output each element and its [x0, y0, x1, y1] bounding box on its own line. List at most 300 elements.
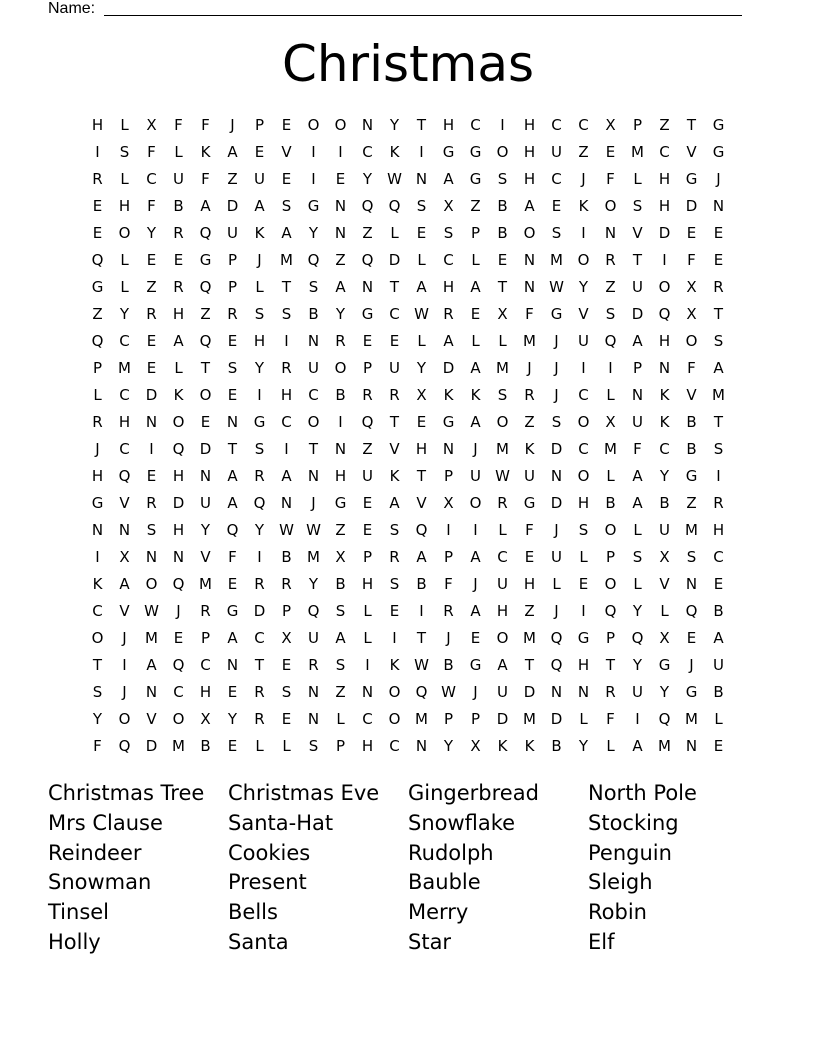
grid-cell[interactable]: N [631, 386, 644, 404]
grid-cell[interactable]: V [119, 494, 130, 512]
grid-cell[interactable]: D [145, 737, 158, 755]
grid-cell[interactable]: S [281, 305, 292, 323]
grid-cell[interactable]: S [308, 737, 319, 755]
grid-cell[interactable]: M [712, 386, 725, 404]
grid-cell[interactable]: E [173, 251, 184, 269]
grid-cell[interactable]: B [686, 413, 697, 431]
grid-cell[interactable]: Y [254, 521, 265, 539]
grid-cell[interactable]: O [145, 575, 158, 593]
grid-cell[interactable]: M [199, 575, 212, 593]
grid-cell[interactable]: E [686, 224, 697, 242]
grid-cell[interactable]: H [442, 116, 455, 134]
grid-cell[interactable]: S [497, 170, 508, 188]
grid-cell[interactable]: E [173, 629, 184, 647]
grid-cell[interactable]: A [470, 548, 481, 566]
grid-cell[interactable]: I [716, 467, 721, 485]
grid-cell[interactable]: R [389, 548, 400, 566]
grid-cell[interactable]: R [443, 602, 454, 620]
grid-cell[interactable]: E [281, 116, 292, 134]
grid-cell[interactable]: Q [415, 683, 428, 701]
grid-cell[interactable]: W [144, 602, 159, 620]
name-field[interactable] [48, 0, 742, 20]
grid-cell[interactable]: T [632, 251, 643, 269]
grid-cell[interactable]: X [605, 116, 616, 134]
grid-cell[interactable]: M [280, 251, 293, 269]
grid-cell[interactable]: E [605, 143, 616, 161]
grid-cell[interactable]: A [632, 494, 643, 512]
grid-cell[interactable]: I [257, 386, 262, 404]
grid-cell[interactable]: Q [172, 656, 185, 674]
grid-cell[interactable]: A [173, 332, 184, 350]
grid-cell[interactable]: U [632, 278, 643, 296]
grid-cell[interactable]: Q [91, 251, 104, 269]
grid-cell[interactable]: T [389, 278, 400, 296]
grid-cell[interactable]: Z [686, 494, 697, 512]
grid-cell[interactable]: L [363, 602, 372, 620]
grid-cell[interactable]: I [365, 656, 370, 674]
grid-cell[interactable]: O [388, 710, 401, 728]
grid-cell[interactable]: A [227, 143, 238, 161]
grid-cell[interactable]: M [631, 143, 644, 161]
grid-cell[interactable]: M [496, 440, 509, 458]
grid-cell[interactable]: O [604, 521, 617, 539]
grid-cell[interactable]: D [523, 683, 536, 701]
grid-cell[interactable]: E [281, 170, 292, 188]
grid-cell[interactable]: J [473, 575, 478, 593]
grid-cell[interactable]: R [173, 224, 184, 242]
grid-cell[interactable]: F [147, 197, 156, 215]
grid-cell[interactable]: O [577, 413, 590, 431]
grid-cell[interactable]: Q [118, 737, 131, 755]
grid-cell[interactable]: C [254, 629, 265, 647]
grid-cell[interactable]: C [659, 143, 670, 161]
grid-cell[interactable]: X [686, 278, 697, 296]
grid-cell[interactable]: Z [227, 170, 238, 188]
grid-cell[interactable]: H [91, 116, 104, 134]
grid-cell[interactable]: A [227, 494, 238, 512]
grid-cell[interactable]: G [442, 413, 455, 431]
grid-cell[interactable]: O [307, 116, 320, 134]
grid-cell[interactable]: F [174, 116, 183, 134]
grid-cell[interactable]: Q [361, 413, 374, 431]
grid-cell[interactable]: V [578, 305, 589, 323]
grid-cell[interactable]: A [119, 575, 130, 593]
grid-cell[interactable]: K [659, 413, 670, 431]
grid-cell[interactable]: N [712, 197, 725, 215]
grid-cell[interactable]: N [550, 683, 563, 701]
grid-cell[interactable]: Q [307, 602, 320, 620]
grid-cell[interactable]: P [605, 548, 616, 566]
grid-cell[interactable]: N [685, 737, 698, 755]
grid-cell[interactable]: C [119, 332, 130, 350]
grid-cell[interactable]: E [713, 251, 724, 269]
grid-cell[interactable]: U [470, 467, 481, 485]
grid-cell[interactable]: I [662, 251, 667, 269]
grid-cell[interactable]: W [387, 170, 402, 188]
grid-cell[interactable]: E [227, 575, 238, 593]
grid-cell[interactable]: B [308, 305, 319, 323]
grid-cell[interactable]: U [524, 467, 535, 485]
grid-cell[interactable]: O [685, 332, 698, 350]
grid-cell[interactable]: H [496, 602, 509, 620]
grid-cell[interactable]: S [416, 197, 427, 215]
grid-cell[interactable]: G [685, 467, 698, 485]
grid-cell[interactable]: F [606, 170, 615, 188]
grid-cell[interactable]: N [145, 413, 158, 431]
grid-cell[interactable]: U [551, 143, 562, 161]
grid-cell[interactable]: E [497, 251, 508, 269]
grid-cell[interactable]: A [227, 467, 238, 485]
grid-cell[interactable]: E [227, 332, 238, 350]
grid-cell[interactable]: A [524, 197, 535, 215]
grid-cell[interactable]: H [172, 521, 185, 539]
grid-cell[interactable]: N [415, 737, 428, 755]
grid-cell[interactable]: I [473, 521, 478, 539]
grid-cell[interactable]: N [145, 548, 158, 566]
grid-cell[interactable]: Q [307, 251, 320, 269]
grid-cell[interactable]: H [577, 656, 590, 674]
grid-cell[interactable]: S [713, 332, 724, 350]
grid-cell[interactable]: A [632, 467, 643, 485]
grid-cell[interactable]: J [689, 656, 694, 674]
grid-cell[interactable]: I [338, 143, 343, 161]
grid-cell[interactable]: R [308, 656, 319, 674]
grid-cell[interactable]: P [92, 359, 103, 377]
grid-cell[interactable]: R [146, 494, 157, 512]
grid-cell[interactable]: L [714, 710, 723, 728]
grid-cell[interactable]: N [145, 683, 158, 701]
grid-cell[interactable]: Z [605, 278, 616, 296]
grid-cell[interactable]: T [254, 656, 265, 674]
grid-cell[interactable]: N [361, 683, 374, 701]
grid-cell[interactable]: B [713, 602, 724, 620]
grid-cell[interactable]: E [146, 359, 157, 377]
grid-cell[interactable]: T [497, 278, 508, 296]
grid-cell[interactable]: G [712, 116, 725, 134]
grid-cell[interactable]: N [199, 467, 212, 485]
grid-cell[interactable]: G [577, 629, 590, 647]
grid-cell[interactable]: J [230, 116, 235, 134]
grid-cell[interactable]: I [419, 143, 424, 161]
grid-cell[interactable]: P [605, 629, 616, 647]
grid-cell[interactable]: R [227, 305, 238, 323]
grid-cell[interactable]: A [632, 332, 643, 350]
grid-cell[interactable]: P [632, 359, 643, 377]
grid-cell[interactable]: E [146, 332, 157, 350]
grid-cell[interactable]: P [632, 116, 643, 134]
grid-cell[interactable]: O [172, 710, 185, 728]
grid-cell[interactable]: E [254, 143, 265, 161]
grid-cell[interactable]: F [444, 575, 453, 593]
grid-cell[interactable]: M [523, 710, 536, 728]
grid-cell[interactable]: Y [362, 170, 373, 188]
grid-cell[interactable]: Z [335, 683, 346, 701]
grid-cell[interactable]: N [604, 224, 617, 242]
grid-cell[interactable]: G [550, 305, 563, 323]
grid-cell[interactable]: R [443, 305, 454, 323]
grid-cell[interactable]: J [446, 629, 451, 647]
grid-cell[interactable]: N [523, 278, 536, 296]
grid-cell[interactable]: T [200, 359, 211, 377]
grid-cell[interactable]: N [280, 494, 293, 512]
grid-cell[interactable]: P [470, 710, 481, 728]
grid-cell[interactable]: K [389, 143, 400, 161]
grid-cell[interactable]: R [605, 251, 616, 269]
grid-cell[interactable]: A [146, 656, 157, 674]
grid-cell[interactable]: M [658, 737, 671, 755]
grid-cell[interactable]: T [605, 656, 616, 674]
grid-cell[interactable]: R [281, 359, 292, 377]
grid-cell[interactable]: L [471, 332, 480, 350]
grid-cell[interactable]: G [253, 413, 266, 431]
grid-cell[interactable]: I [608, 359, 613, 377]
grid-cell[interactable]: R [254, 575, 265, 593]
grid-cell[interactable]: Z [92, 305, 103, 323]
grid-cell[interactable]: S [551, 224, 562, 242]
grid-cell[interactable]: R [335, 332, 346, 350]
grid-cell[interactable]: E [416, 224, 427, 242]
grid-cell[interactable]: M [172, 737, 185, 755]
grid-cell[interactable]: Z [200, 305, 211, 323]
grid-cell[interactable]: D [496, 710, 509, 728]
grid-cell[interactable]: N [442, 440, 455, 458]
grid-cell[interactable]: I [419, 602, 424, 620]
grid-cell[interactable]: L [606, 386, 615, 404]
grid-cell[interactable]: T [416, 116, 427, 134]
grid-cell[interactable]: L [471, 251, 480, 269]
grid-cell[interactable]: R [254, 710, 265, 728]
grid-cell[interactable]: R [281, 575, 292, 593]
grid-cell[interactable]: J [554, 602, 559, 620]
grid-cell[interactable]: K [443, 386, 454, 404]
grid-cell[interactable]: H [523, 116, 536, 134]
grid-cell[interactable]: G [307, 197, 320, 215]
grid-cell[interactable]: S [254, 440, 265, 458]
grid-cell[interactable]: O [496, 413, 509, 431]
grid-cell[interactable]: F [687, 251, 696, 269]
grid-cell[interactable]: L [633, 521, 642, 539]
grid-cell[interactable]: G [361, 305, 374, 323]
grid-cell[interactable]: I [581, 602, 586, 620]
grid-cell[interactable]: X [470, 737, 481, 755]
grid-cell[interactable]: G [469, 656, 482, 674]
grid-cell[interactable]: H [172, 467, 185, 485]
grid-cell[interactable]: B [686, 440, 697, 458]
grid-cell[interactable]: I [392, 629, 397, 647]
grid-cell[interactable]: E [92, 224, 103, 242]
grid-cell[interactable]: M [145, 629, 158, 647]
grid-cell[interactable]: H [442, 278, 455, 296]
grid-cell[interactable]: U [497, 683, 508, 701]
grid-cell[interactable]: K [524, 440, 535, 458]
grid-cell[interactable]: R [497, 494, 508, 512]
grid-cell[interactable]: S [551, 413, 562, 431]
grid-cell[interactable]: L [633, 575, 642, 593]
grid-cell[interactable]: D [550, 440, 563, 458]
grid-cell[interactable]: I [149, 440, 154, 458]
grid-cell[interactable]: E [578, 575, 589, 593]
grid-cell[interactable]: C [362, 143, 373, 161]
grid-cell[interactable]: Q [388, 197, 401, 215]
grid-cell[interactable]: T [713, 305, 724, 323]
grid-cell[interactable]: X [443, 197, 454, 215]
grid-cell[interactable]: O [118, 224, 131, 242]
grid-cell[interactable]: H [334, 467, 347, 485]
grid-cell[interactable]: A [416, 278, 427, 296]
grid-cell[interactable]: D [685, 197, 698, 215]
grid-cell[interactable]: F [525, 305, 534, 323]
grid-cell[interactable]: N [361, 278, 374, 296]
grid-cell[interactable]: R [92, 170, 103, 188]
grid-cell[interactable]: Y [578, 278, 589, 296]
grid-cell[interactable]: I [581, 359, 586, 377]
grid-cell[interactable]: U [551, 548, 562, 566]
grid-cell[interactable]: C [713, 548, 724, 566]
grid-cell[interactable]: F [228, 548, 237, 566]
grid-cell[interactable]: N [307, 332, 320, 350]
grid-cell[interactable]: G [91, 494, 104, 512]
grid-cell[interactable]: Q [658, 710, 671, 728]
grid-cell[interactable]: T [308, 440, 319, 458]
grid-cell[interactable]: E [281, 656, 292, 674]
grid-cell[interactable]: B [173, 197, 184, 215]
grid-cell[interactable]: H [361, 737, 374, 755]
grid-cell[interactable]: O [199, 386, 212, 404]
grid-cell[interactable]: R [389, 386, 400, 404]
grid-cell[interactable]: J [257, 251, 262, 269]
grid-cell[interactable]: T [92, 656, 103, 674]
grid-cell[interactable]: Q [199, 278, 212, 296]
word-search-grid[interactable] [84, 112, 732, 760]
grid-cell[interactable]: M [550, 251, 563, 269]
grid-cell[interactable]: M [118, 359, 131, 377]
grid-cell[interactable]: J [554, 332, 559, 350]
grid-cell[interactable]: P [227, 251, 238, 269]
grid-cell[interactable]: E [524, 548, 535, 566]
grid-cell[interactable]: Y [389, 116, 400, 134]
grid-cell[interactable]: R [524, 386, 535, 404]
grid-cell[interactable]: Q [199, 224, 212, 242]
grid-cell[interactable]: E [389, 332, 400, 350]
grid-cell[interactable]: N [523, 251, 536, 269]
grid-cell[interactable]: C [470, 116, 481, 134]
grid-cell[interactable]: Y [308, 224, 319, 242]
grid-cell[interactable]: P [443, 548, 454, 566]
grid-cell[interactable]: C [308, 386, 319, 404]
grid-cell[interactable]: O [523, 224, 536, 242]
grid-cell[interactable]: G [658, 656, 671, 674]
grid-cell[interactable]: E [713, 224, 724, 242]
grid-cell[interactable]: N [307, 467, 320, 485]
grid-cell[interactable]: U [308, 629, 319, 647]
grid-cell[interactable]: O [172, 413, 185, 431]
grid-cell[interactable]: X [281, 629, 292, 647]
grid-cell[interactable]: Y [308, 575, 319, 593]
grid-cell[interactable]: S [389, 575, 400, 593]
grid-cell[interactable]: S [227, 359, 238, 377]
grid-cell[interactable]: J [122, 629, 127, 647]
grid-cell[interactable]: N [334, 197, 347, 215]
grid-cell[interactable]: K [524, 737, 535, 755]
grid-cell[interactable]: U [254, 170, 265, 188]
grid-cell[interactable]: X [659, 629, 670, 647]
grid-cell[interactable]: H [118, 197, 131, 215]
grid-cell[interactable]: F [687, 359, 696, 377]
grid-cell[interactable]: A [443, 332, 454, 350]
grid-cell[interactable]: U [362, 467, 373, 485]
grid-cell[interactable]: N [172, 548, 185, 566]
grid-cell[interactable]: L [606, 737, 615, 755]
grid-cell[interactable]: A [281, 467, 292, 485]
grid-cell[interactable]: U [227, 224, 238, 242]
grid-cell[interactable]: X [443, 494, 454, 512]
grid-cell[interactable]: K [389, 656, 400, 674]
grid-cell[interactable]: V [416, 494, 427, 512]
grid-cell[interactable]: E [713, 575, 724, 593]
grid-cell[interactable]: Z [524, 602, 535, 620]
grid-cell[interactable]: E [362, 332, 373, 350]
grid-cell[interactable]: H [712, 521, 725, 539]
grid-cell[interactable]: O [604, 575, 617, 593]
grid-cell[interactable]: J [473, 440, 478, 458]
grid-cell[interactable]: A [281, 224, 292, 242]
grid-cell[interactable]: Y [416, 359, 427, 377]
grid-cell[interactable]: J [95, 440, 100, 458]
grid-cell[interactable]: I [257, 548, 262, 566]
grid-cell[interactable]: Y [119, 305, 130, 323]
grid-cell[interactable]: Y [92, 710, 103, 728]
grid-cell[interactable]: S [686, 548, 697, 566]
grid-cell[interactable]: H [361, 575, 374, 593]
grid-cell[interactable]: Q [253, 494, 266, 512]
grid-cell[interactable]: S [146, 521, 157, 539]
grid-cell[interactable]: C [119, 386, 130, 404]
grid-cell[interactable]: O [469, 494, 482, 512]
grid-cell[interactable]: K [254, 224, 265, 242]
grid-cell[interactable]: N [91, 521, 104, 539]
grid-cell[interactable]: O [604, 197, 617, 215]
grid-cell[interactable]: L [498, 332, 507, 350]
grid-cell[interactable]: C [551, 170, 562, 188]
grid-cell[interactable]: J [311, 494, 316, 512]
grid-cell[interactable]: E [227, 683, 238, 701]
grid-cell[interactable]: Z [578, 143, 589, 161]
grid-cell[interactable]: A [443, 170, 454, 188]
grid-cell[interactable]: W [414, 305, 429, 323]
grid-cell[interactable]: M [604, 440, 617, 458]
grid-cell[interactable]: W [306, 521, 321, 539]
grid-cell[interactable]: Q [631, 629, 644, 647]
grid-cell[interactable]: G [523, 494, 536, 512]
grid-cell[interactable]: S [281, 683, 292, 701]
grid-cell[interactable]: J [527, 359, 532, 377]
grid-cell[interactable]: V [686, 386, 697, 404]
grid-cell[interactable]: U [308, 359, 319, 377]
grid-cell[interactable]: G [334, 494, 347, 512]
grid-cell[interactable]: A [335, 278, 346, 296]
grid-cell[interactable]: I [311, 170, 316, 188]
grid-cell[interactable]: S [254, 305, 265, 323]
grid-cell[interactable]: D [226, 197, 239, 215]
grid-cell[interactable]: E [362, 494, 373, 512]
grid-cell[interactable]: N [685, 575, 698, 593]
grid-cell[interactable]: Y [200, 521, 211, 539]
grid-cell[interactable]: H [172, 305, 185, 323]
grid-cell[interactable]: E [281, 710, 292, 728]
grid-cell[interactable]: E [362, 521, 373, 539]
grid-cell[interactable]: L [120, 251, 129, 269]
grid-cell[interactable]: E [200, 413, 211, 431]
